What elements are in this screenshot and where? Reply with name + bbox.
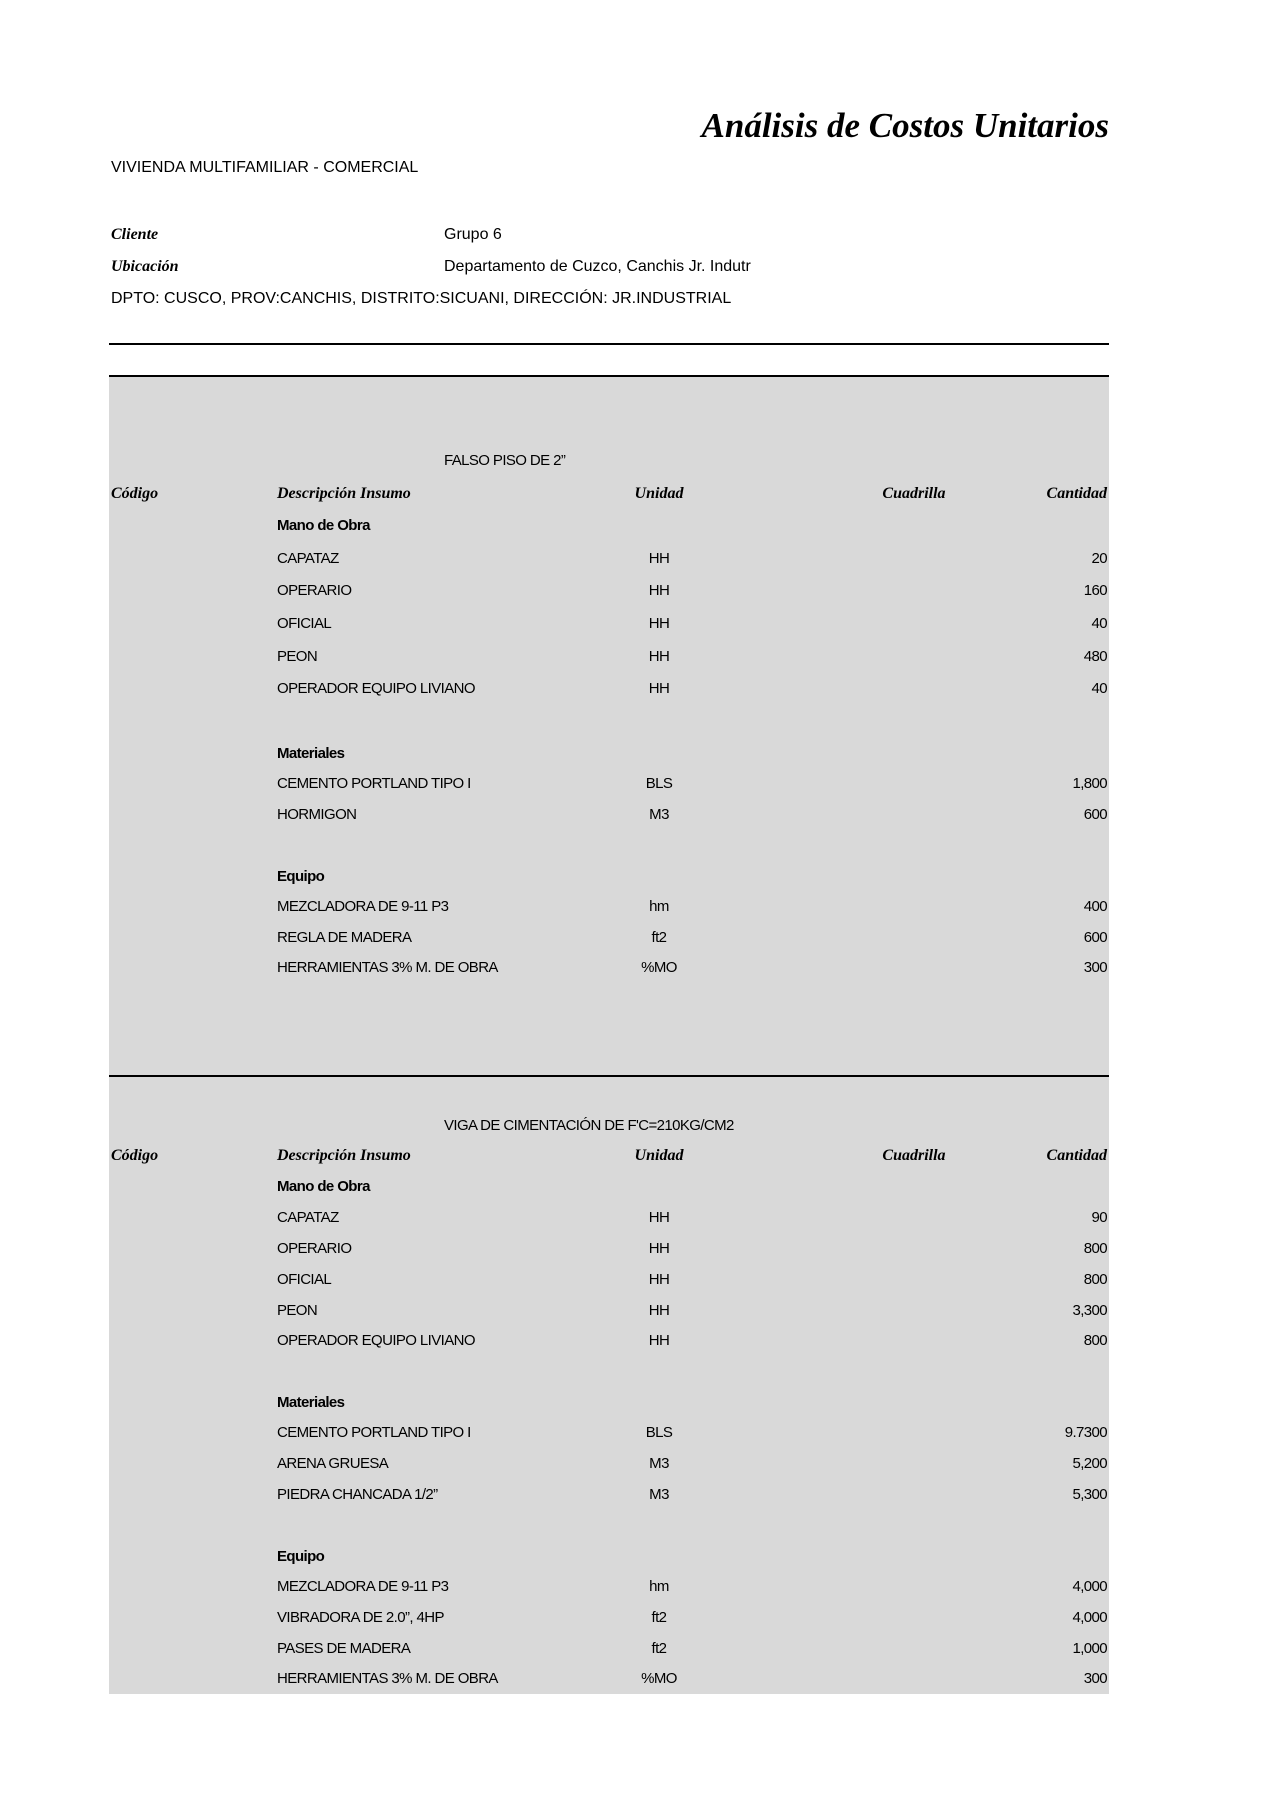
row-quantity: 600 [1083,929,1107,946]
group-label-equipment: Equipo [277,868,325,885]
row-description: PIEDRA CHANCADA 1/2” [277,1486,438,1503]
column-header-unit: Unidad [634,1147,684,1164]
client-value: Grupo 6 [444,226,502,243]
row-quantity: 160 [1083,582,1107,599]
row-unit: %MO [641,1670,677,1687]
row-unit: M3 [649,1455,669,1472]
row-quantity: 300 [1083,1670,1107,1687]
row-description: PASES DE MADERA [277,1640,411,1657]
row-quantity: 1,000 [1072,1640,1107,1657]
document-title: Análisis de Costos Unitarios [701,106,1109,145]
row-description: OPERADOR EQUIPO LIVIANO [277,680,475,697]
row-quantity: 3,300 [1072,1302,1107,1319]
section-divider [109,375,1109,377]
row-quantity: 800 [1083,1240,1107,1257]
row-quantity: 400 [1083,898,1107,915]
row-description: PEON [277,648,318,665]
row-unit: HH [648,1302,670,1319]
column-header-crew: Cuadrilla [882,485,946,502]
row-description: OFICIAL [277,1271,332,1288]
row-unit: HH [648,1209,670,1226]
row-unit: HH [648,1332,670,1349]
row-description: MEZCLADORA DE 9-11 P3 [277,898,449,915]
row-quantity: 4,000 [1072,1578,1107,1595]
project-name: VIVIENDA MULTIFAMILIAR - COMERCIAL [111,159,419,176]
row-quantity: 20 [1091,550,1107,567]
location-value: Departamento de Cuzco, Canchis Jr. Indutr [444,258,751,275]
cost-section-2 [109,1077,1109,1694]
row-unit: HH [648,648,670,665]
row-unit: hm [649,898,669,915]
client-label: Cliente [111,226,159,243]
row-unit: hm [649,1578,669,1595]
group-label-labor: Mano de Obra [277,1178,370,1195]
row-quantity: 40 [1091,680,1107,697]
row-description: HERRAMIENTAS 3% M. DE OBRA [277,1670,498,1687]
address-line: DPTO: CUSCO, PROV:CANCHIS, DISTRITO:SICUANI, DIRECCIÓN: JR.INDUSTRIAL [111,290,732,307]
column-header-description: Descripción Insumo [277,485,411,502]
row-quantity: 9.7300 [1064,1424,1107,1441]
row-unit: %MO [641,959,677,976]
row-quantity: 300 [1083,959,1107,976]
section-title: VIGA DE CIMENTACIÓN DE F'C=210KG/CM2 [444,1117,734,1134]
row-unit: M3 [649,806,669,823]
group-label-labor: Mano de Obra [277,517,370,534]
row-unit: ft2 [651,1640,667,1657]
row-description: HORMIGON [277,806,357,823]
location-label: Ubicación [111,258,179,275]
cost-section-1 [109,376,1109,1076]
row-quantity: 600 [1083,806,1107,823]
row-description: OPERARIO [277,1240,352,1257]
row-unit: ft2 [651,929,667,946]
row-quantity: 4,000 [1072,1609,1107,1626]
column-header-unit: Unidad [634,485,684,502]
row-quantity: 800 [1083,1271,1107,1288]
row-unit: HH [648,582,670,599]
row-description: CAPATAZ [277,550,339,567]
row-unit: HH [648,615,670,632]
row-unit: BLS [645,1424,673,1441]
row-quantity: 480 [1083,648,1107,665]
divider-line [109,343,1109,345]
row-description: CAPATAZ [277,1209,339,1226]
column-header-quantity: Cantidad [1046,1147,1107,1164]
row-description: CEMENTO PORTLAND TIPO I [277,1424,471,1441]
row-unit: HH [648,680,670,697]
row-description: REGLA DE MADERA [277,929,412,946]
row-unit: HH [648,1240,670,1257]
row-quantity: 40 [1091,615,1107,632]
row-unit: BLS [645,775,673,792]
group-label-materials: Materiales [277,745,345,762]
row-description: OPERADOR EQUIPO LIVIANO [277,1332,475,1349]
row-description: OPERARIO [277,582,352,599]
column-header-description: Descripción Insumo [277,1147,411,1164]
row-description: OFICIAL [277,615,332,632]
row-quantity: 5,300 [1072,1486,1107,1503]
column-header-code: Código [111,485,159,502]
group-label-equipment: Equipo [277,1548,325,1565]
column-header-crew: Cuadrilla [882,1147,946,1164]
section-title: FALSO PISO DE 2” [444,452,566,469]
group-label-materials: Materiales [277,1394,345,1411]
row-description: HERRAMIENTAS 3% M. DE OBRA [277,959,498,976]
row-description: ARENA GRUESA [277,1455,389,1472]
column-header-code: Código [111,1147,159,1164]
column-header-quantity: Cantidad [1046,485,1107,502]
row-quantity: 1,800 [1072,775,1107,792]
row-unit: HH [648,1271,670,1288]
row-unit: ft2 [651,1609,667,1626]
row-quantity: 90 [1091,1209,1107,1226]
row-description: VIBRADORA DE 2.0”, 4HP [277,1609,444,1626]
row-quantity: 5,200 [1072,1455,1107,1472]
row-unit: M3 [649,1486,669,1503]
row-quantity: 800 [1083,1332,1107,1349]
row-description: CEMENTO PORTLAND TIPO I [277,775,471,792]
row-description: PEON [277,1302,318,1319]
row-description: MEZCLADORA DE 9-11 P3 [277,1578,449,1595]
row-unit: HH [648,550,670,567]
